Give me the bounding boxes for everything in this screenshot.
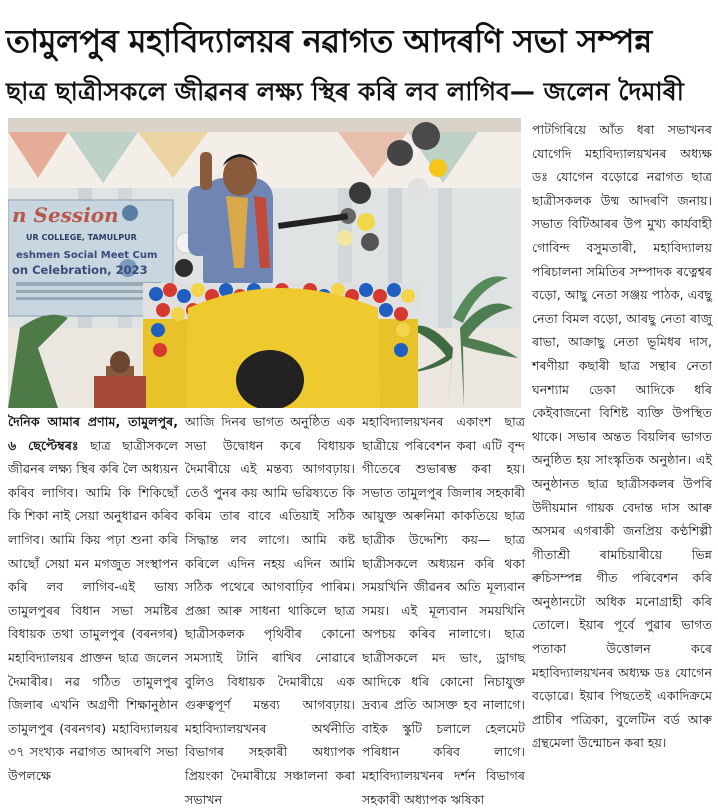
banner-line-2: eshmen Social Meet Cum — [16, 250, 158, 261]
article-column-3 — [362, 410, 525, 811]
column-2-text: আজি দিনৰ ভাগত অনুষ্ঠিত এক সভা উদ্বোধন কৰে বিধায়ক দৈমাৰীয়ে এই মন্তব্য আগবঢ়ায়। তেওঁ পুনৰ কয় আমি ভৱিষ্যতে কি কৰিম তাৰ বাবে এতিয়াই সঠিক সিদ্ধান্ত লব লাগে। আমি কষ্ট কৰিলে এদিন নহয় এদিন আমি সঠিক পথেৰে আগবাঢ়িব পাৰিম। প্ৰজ্ঞা আৰু সাধনা থাকিলে ছাত্ৰ ছাত্ৰীসকলক পৃথিবীৰ কোনো সমস্যাই টানি ৰাখিব নোৱাৰে বুলিও বিধায়ক দৈমাৰীয়ে এক গুৰুত্বপূৰ্ণ মন্তব্য আগবঢ়ায়। মহাবিদ্যালয়খনৰ অৰ্থনীতি বিভাগৰ সহকাৰী অধ্যাপক প্ৰিয়ংকা দৈমাৰীয়ে সঞ্চালনা কৰা সভাখন — [185, 414, 355, 807]
headline: তামুলপুৰ মহাবিদ্যালয়ৰ নৱাগত আদৰণি সভা সম্পন্ন — [6, 22, 652, 60]
article-column-2 — [185, 410, 355, 811]
column-1-text: ছাত্ৰ ছাত্ৰীসকলে জীৱনৰ লক্ষ্য স্থিৰ কৰি লৈ অধ্যয়ন কৰিব লাগিব। আমি কি শিকিছোঁ কি শিকা নাই সেয়া অনুধাৱন কৰিব লাগিব। আমি কিয় পঢ়া শুনা কৰি আছোঁ সেয়া মন মগজুত সংস্থাপন কৰি লব লাগিব-এই ভাষ্য তামুলপুৰৰ বিধান সভা সমষ্টিৰ বিধায়ক তথা তামুলপুৰ (বৰনগৰ) মহাবিদ্যালয়ৰ প্ৰাক্তন ছাত্ৰ জলেন দৈমাৰীৰ। নৱ গঠিত তামুলপুৰ জিলাৰ এখনি অগ্ৰণী শিক্ষানুষ্ঠান তামুলপুৰ (বৰনগৰ) মহাবিদ্যালয়ৰ ৩৭ সংখ্যক নৱাগত আদৰণি সভা উপলক্ষে — [8, 437, 178, 783]
banner-line-3: on Celebration, 2023 — [12, 263, 148, 277]
dateline: দৈনিক আমাৰ প্ৰণাম, তামুলপুৰ, ৬ ছেপ্টেম্বৰঃ — [8, 414, 178, 453]
column-4-text: পাটগিৰিয়ে আঁত ধৰা সভাখনৰ যোগেদি মহাবিদ্যালয়খনৰ অধ্যক্ষ ডঃ যোগেন বড়োৱে নৱাগত ছাত্ৰ ছাত্ৰীসকলক উষ্ম আদৰণি জনায়। সভাত বিটিআৰৰ উপ মুখ্য কাৰ্যবাহী গোবিন্দ বসুমতাৰী, মহাবিদ্যালয় পৰিচালনা সমিতিৰ সম্পাদক ৰত্নেশ্বৰ বড়ো, আছু নেতা সঞ্জয় পাঠক, এবছু নেতা বিমল বড়ো, আৰছু নেতা ৰাজু ৰাভা, আক্ৰাছু নেতা ভূমিধৰ দাস, শৰণীয়া কছাৰী ছাত্ৰ সন্থাৰ নেতা ঘনশ্যাম ডেকা আদিকে ধৰি কেইবাজনো বিশিষ্ট ব্যক্তি উপস্থিত থাকে। সভাৰ অন্তত বিয়লিৰ ভাগত অনুষ্ঠিত হয় সাংস্কৃতিক অনুষ্ঠান। এই অনুষ্ঠানত ছাত্ৰ ছাত্ৰীসকলৰ উপৰি উদীয়মান গায়ক বেদান্ত দাস আৰু অসমৰ এগৰাকী জনপ্ৰিয় কণ্ঠশিল্পী গীতাশ্ৰী ৰামচিয়াৰীয়ে ভিন্ন ৰুচিসম্পন্ন গীত পৰিবেশন কৰি অনুষ্ঠানটো অধিক মনোগ্ৰাহী কৰি তোলে। ইয়াৰ পূৰ্বে পুৱাৰ ভাগত পতাকা উত্তোলন কৰে মহাবিদ্যালয়খনৰ অধ্যক্ষ ডঃ যোগেন বড়োৱে। ইয়াৰ পিছতেই একাদিক্ৰমে প্ৰাচীৰ পত্ৰিকা, বুলেটিন বৰ্ড আৰু গ্ৰন্থমেলা উন্মোচন কৰা হয়। — [532, 122, 712, 751]
article-column-4 — [532, 118, 712, 755]
speaker-at-podium-image — [8, 118, 521, 408]
column-3-text: মহাবিদ্যালয়খনৰ একাংশ ছাত্ৰ ছাত্ৰীয়ে পৰিবেশন কৰা এটি বৃন্দ গীতেৰে শুভাৰম্ভ কৰা হয়। সভাত তামুলপুৰ জিলাৰ সহকাৰী আয়ুক্ত অৰুনিমা কাকতিয়ে ছাত্ৰ ছাত্ৰীক উদ্দেশ্যি কয়— ছাত্ৰ ছাত্ৰীসকলে অধ্যয়ন কৰি থকা সময়খিনি জীৱনৰ অতি মূল্যবান সময়। এই মূল্যবান সময়খিনি অপচয় কৰিব নালাগে। ছাত্ৰ ছাত্ৰীসকলে মদ ভাং, ড্ৰাগছ আদিকে ধৰি কোনো নিচাযুক্ত দ্ৰব্যৰ প্ৰতি আসক্ত হব নালাগে। বাইক স্কুটি চলালে হেলমেট পৰিধান কৰিব লাগে। মহাবিদ্যালয়খনৰ দৰ্শন বিভাগৰ সহকাৰী অধ্যাপক ঋষিকা — [362, 414, 525, 807]
news-photo — [8, 118, 521, 408]
banner-title: n Session — [12, 203, 119, 227]
article-column-1 — [8, 410, 178, 788]
subheadline: ছাত্ৰ ছাত্ৰীসকলে জীৱনৰ লক্ষ্য স্থিৰ কৰি লব লাগিব— জলেন দৈমাৰী — [6, 77, 684, 106]
banner-line-1: UR COLLEGE, TAMULPUR — [26, 233, 137, 242]
